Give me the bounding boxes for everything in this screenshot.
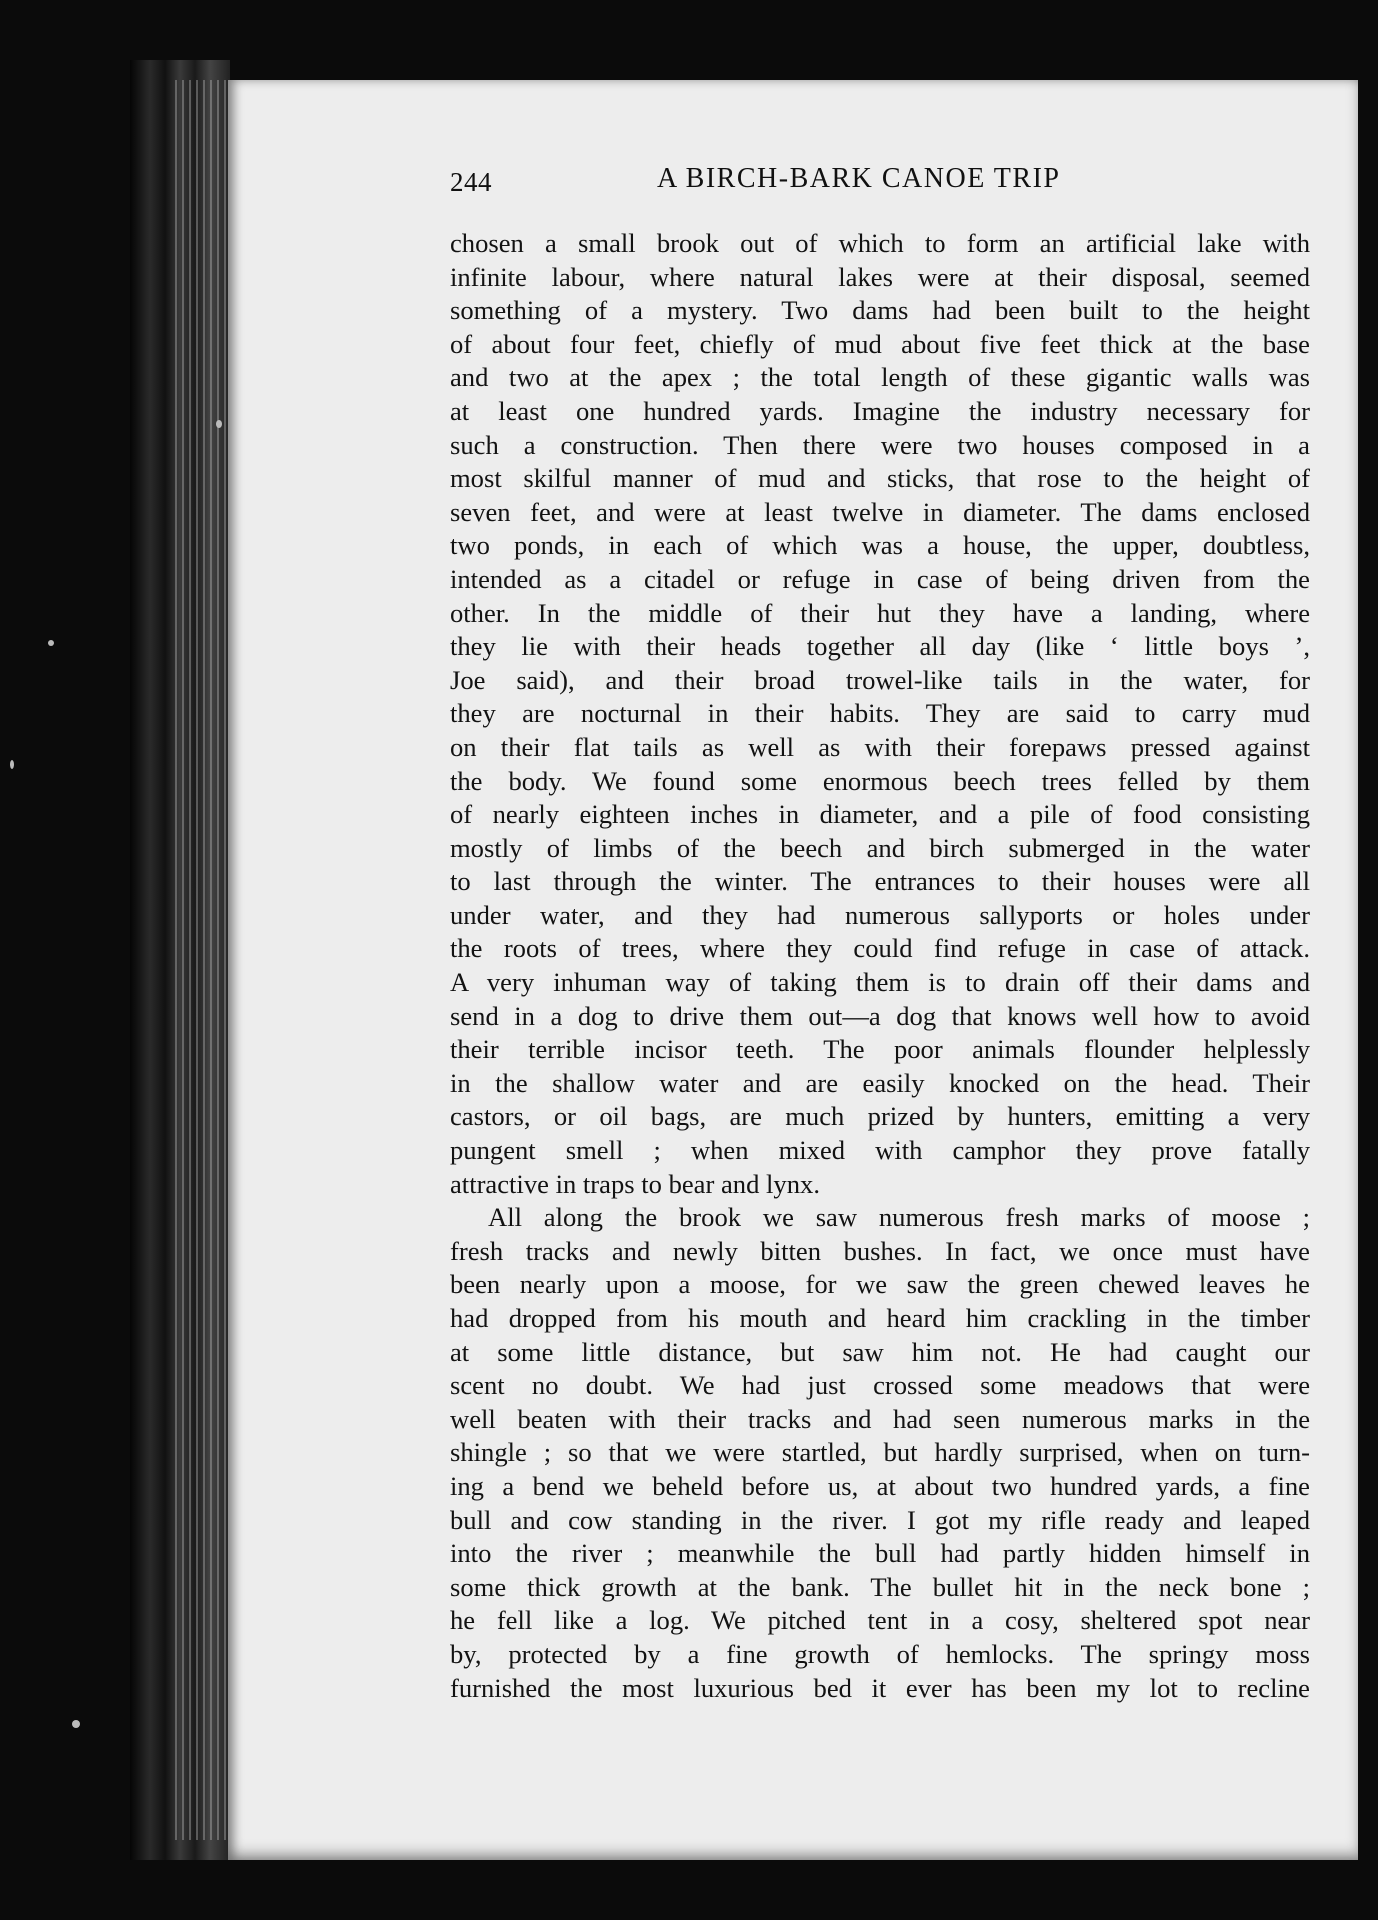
text-line: well beaten with their tracks and had seen numerous marks in the — [450, 1403, 1310, 1434]
text-line: scent no doubt. We had just crossed some meadows that were — [450, 1370, 1310, 1401]
text-line: some thick growth at the bank. The bullet hit in the neck bone ; — [450, 1571, 1310, 1602]
text-line: the roots of trees, where they could find refuge in case of attack. — [450, 933, 1310, 964]
text-line: he fell like a log. We pitched tent in a cosy, sheltered spot near — [450, 1605, 1310, 1636]
page-header — [450, 163, 1098, 203]
text-line: pungent smell ; when mixed with camphor they prove fatally — [450, 1135, 1310, 1166]
text-line: into the river ; meanwhile the bull had partly hidden himself in — [450, 1538, 1310, 1569]
text-line: most skilful manner of mud and sticks, that rose to the height of — [450, 463, 1310, 494]
page-number: 244 — [450, 167, 492, 197]
text-line: had dropped from his mouth and heard him crackling in the timber — [450, 1303, 1310, 1333]
text-line: infinite labour, where natural lakes were at their disposal, seemed — [450, 261, 1310, 292]
text-line: and two at the apex ; the total length of these gigantic walls was — [450, 362, 1310, 393]
text-line: shingle ; so that we were startled, but hardly surprised, when on turn- — [450, 1437, 1310, 1468]
text-line: two ponds, in each of which was a house, the upper, doubtless, — [450, 530, 1310, 561]
text-line: they are nocturnal in their habits. They are said to carry mud — [450, 698, 1310, 729]
text-line: under water, and they had numerous sallyports or holes under — [450, 899, 1310, 930]
page-edges — [175, 80, 235, 1840]
text-line: intended as a citadel or refuge in case of being driven from the — [450, 563, 1310, 594]
body-text — [450, 227, 1310, 1705]
text-line: something of a mystery. Two dams had been built to the height — [450, 295, 1310, 326]
scan-speck — [48, 640, 54, 646]
text-line: bull and cow standing in the river. I got my rifle ready and leaped — [450, 1504, 1310, 1535]
text-line: fresh tracks and newly bitten bushes. In fact, we once must have — [450, 1235, 1310, 1266]
text-line: at least one hundred yards. Imagine the industry necessary for — [450, 395, 1310, 426]
text-line: Joe said), and their broad trowel-like tails in the water, for — [450, 664, 1310, 695]
scan-speck — [10, 760, 14, 769]
text-line: been nearly upon a moose, for we saw the green chewed leaves he — [450, 1269, 1310, 1300]
text-line: their terrible incisor teeth. The poor animals flounder helplessly — [450, 1034, 1310, 1065]
text-line: other. In the middle of their hut they have a landing, where — [450, 597, 1310, 628]
text-line: send in a dog to drive them out—a dog that knows well how to avoid — [450, 1000, 1310, 1031]
running-head: A BIRCH-BARK CANOE TRIP — [657, 163, 1061, 194]
text-line: of nearly eighteen inches in diameter, and a pile of food consisting — [450, 799, 1310, 830]
text-line: by, protected by a fine growth of hemlocks. The springy moss — [450, 1638, 1310, 1669]
text-line: ing a bend we beheld before us, at about two hundred yards, a fine — [450, 1470, 1310, 1501]
text-line: A very inhuman way of taking them is to drain off their dams and — [450, 967, 1310, 998]
text-line: chosen a small brook out of which to form an artificial lake with — [450, 228, 1310, 258]
text-line: All along the brook we saw numerous fresh marks of moose ; — [488, 1202, 1310, 1233]
text-line: at some little distance, but saw him not. He had caught our — [450, 1336, 1310, 1367]
text-line: seven feet, and were at least twelve in diameter. The dams enclosed — [450, 496, 1310, 527]
text-line: in the shallow water and are easily knocked on the head. Their — [450, 1067, 1310, 1098]
text-line: furnished the most luxurious bed it ever has been my lot to recline — [450, 1672, 1310, 1703]
scan-speck — [72, 1720, 80, 1728]
text-line: attractive in traps to bear and lynx. — [450, 1168, 820, 1199]
text-line: the body. We found some enormous beech trees felled by them — [450, 765, 1310, 796]
text-line: mostly of limbs of the beech and birch submerged in the water — [450, 832, 1310, 863]
text-line: they lie with their heads together all day (like ‘ little boys ’, — [450, 631, 1310, 662]
text-line: such a construction. Then there were two houses composed in a — [450, 429, 1310, 460]
text-line: on their flat tails as well as with their forepaws pressed against — [450, 731, 1310, 762]
text-line: of about four feet, chiefly of mud about five feet thick at the base — [450, 328, 1310, 359]
scan-speck — [216, 420, 222, 428]
text-line: to last through the winter. The entrances to their houses were all — [450, 866, 1310, 897]
text-line: castors, or oil bags, are much prized by hunters, emitting a very — [450, 1101, 1310, 1132]
